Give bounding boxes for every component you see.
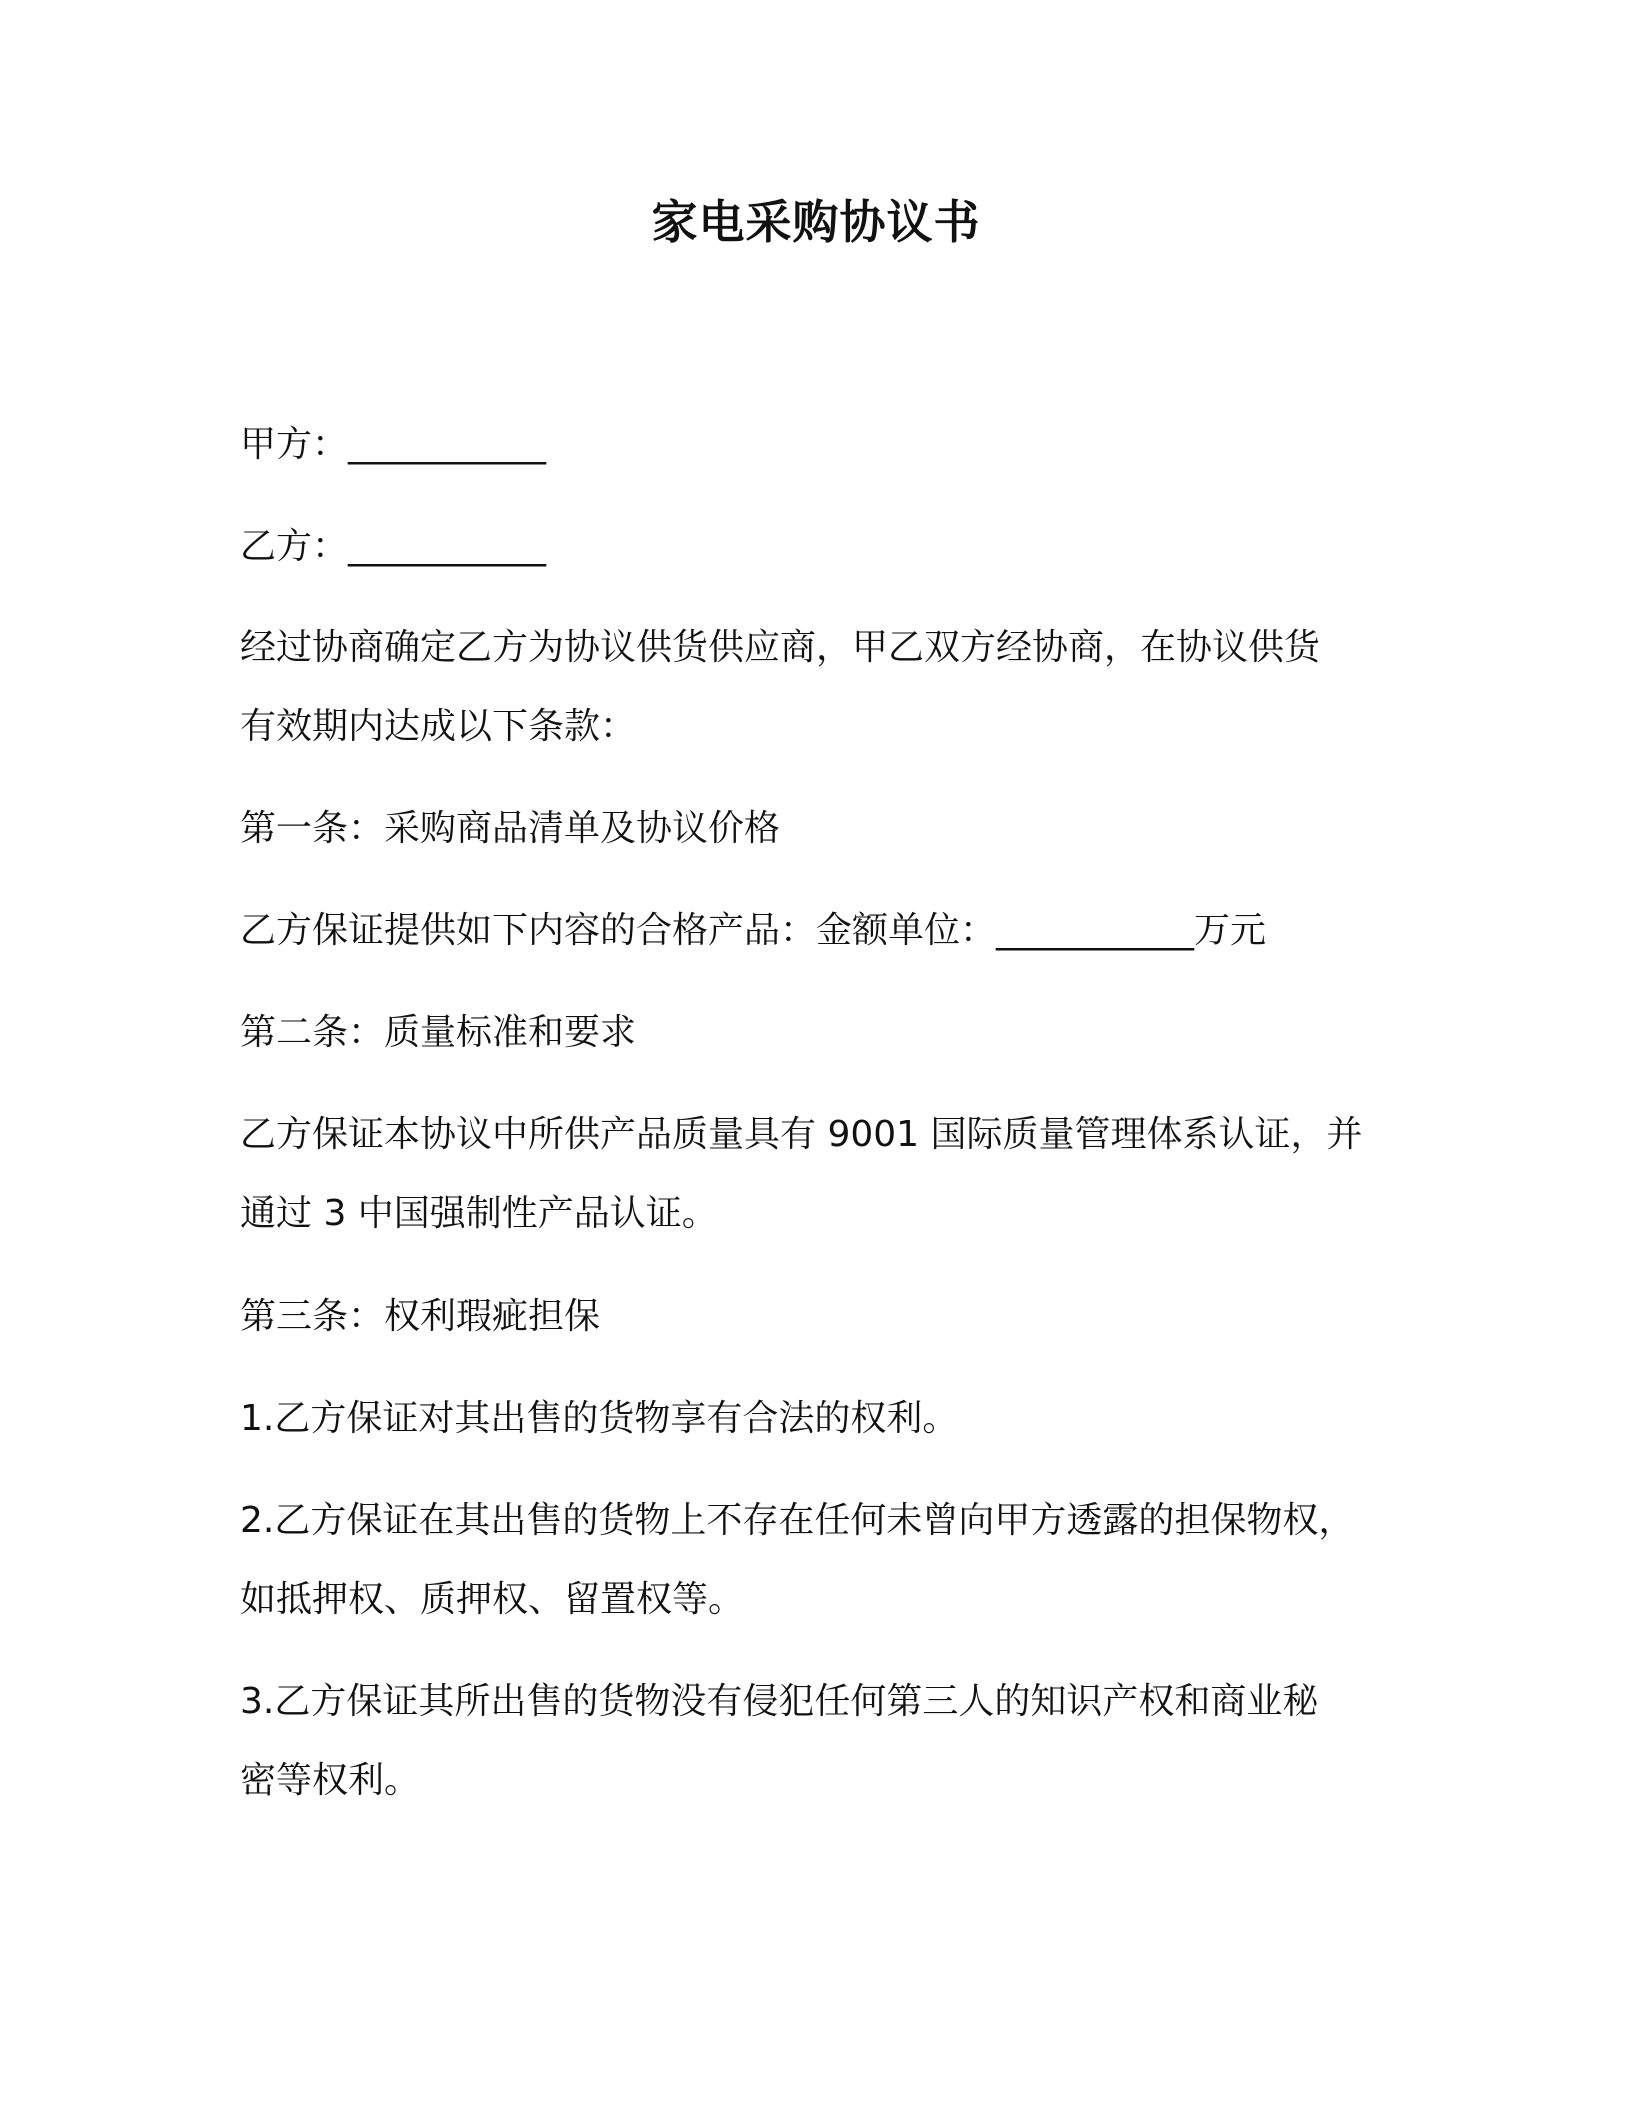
clause-2-line-1: 2.乙方保证在其出售的货物上不存在任何未曾向甲方透露的担保物权， (240, 1500, 1355, 1541)
clause-2-line-2: 如抵押权、质押权、留置权等。 (240, 1579, 745, 1620)
article-3-heading: 第三条：权利瑕疵担保 (240, 1296, 601, 1337)
article-2-line-2: 通过 3 中国强制性产品认证。 (240, 1193, 718, 1234)
clause-3-line-2: 密等权利。 (240, 1760, 421, 1801)
article-2-line-1: 乙方保证本协议中所供产品质量具有 9001 国际质量管理体系认证，并 (240, 1114, 1363, 1155)
party-b-line: 乙方：___________ (240, 526, 547, 567)
article-1-heading: 第一条：采购商品清单及协议价格 (240, 808, 781, 849)
clause-3-line-1: 3.乙方保证其所出售的货物没有侵犯任何第三人的知识产权和商业秘 (240, 1681, 1319, 1722)
party-a-line: 甲方：___________ (240, 424, 547, 465)
document-title: 家电采购协议书 (651, 195, 981, 249)
clause-1: 1.乙方保证对其出售的货物享有合法的权利。 (240, 1398, 959, 1439)
intro-line-2: 有效期内达成以下条款： (240, 706, 637, 747)
article-2-heading: 第二条：质量标准和要求 (240, 1012, 637, 1053)
intro-line-1: 经过协商确定乙方为协议供货供应商，甲乙双方经协商，在协议供货 (240, 627, 1321, 668)
article-1-text: 乙方保证提供如下内容的合格产品：金额单位：___________万元 (240, 910, 1267, 951)
